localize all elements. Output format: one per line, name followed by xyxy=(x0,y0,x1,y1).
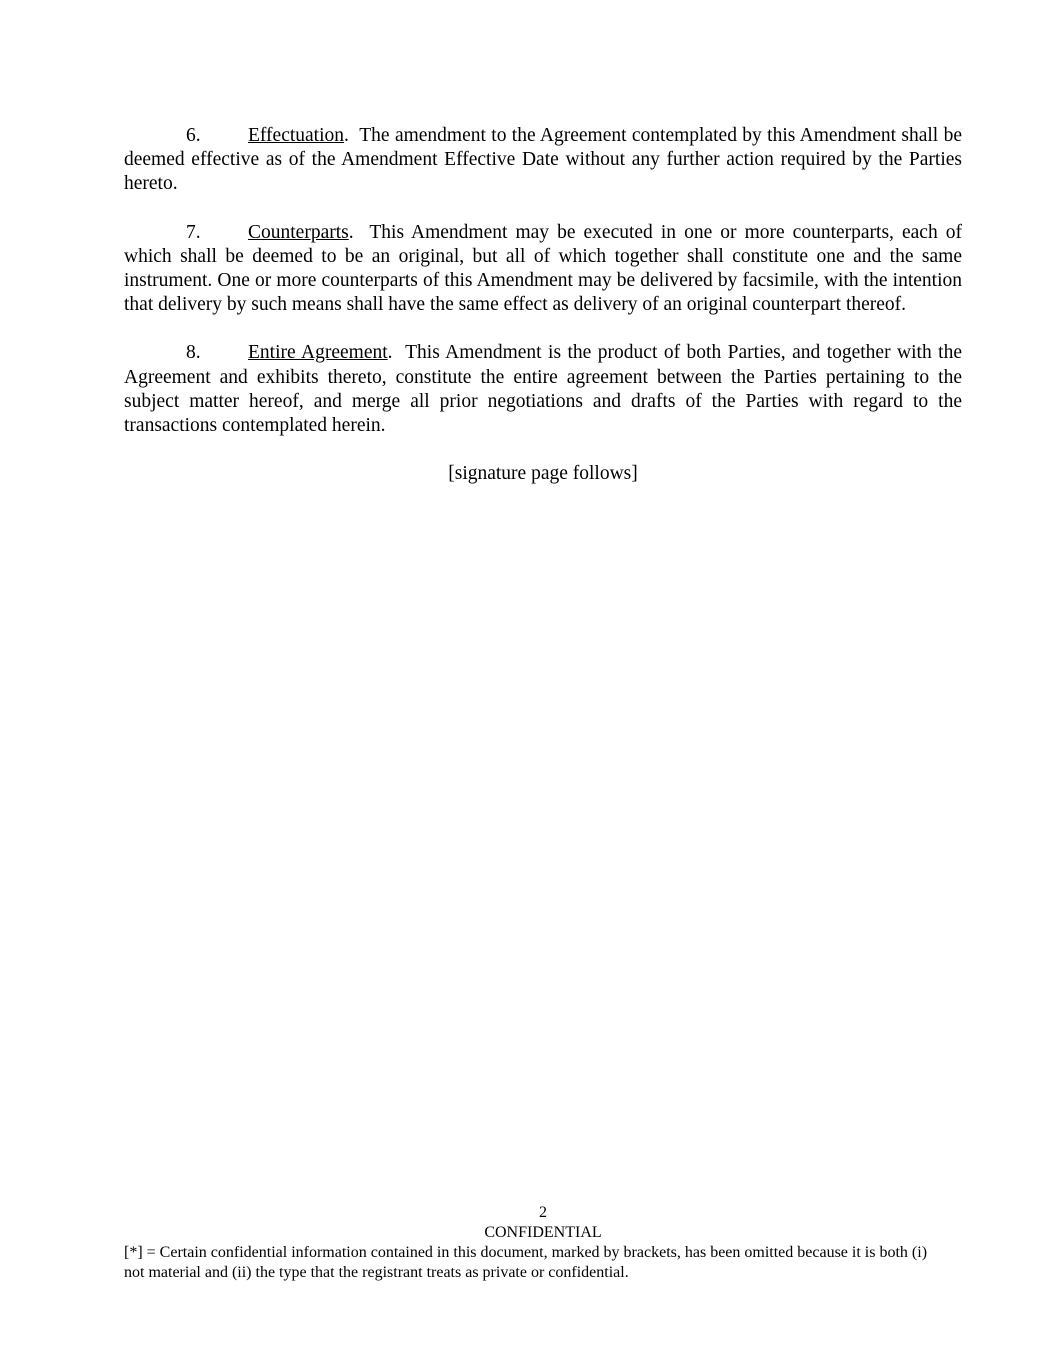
section-text: This Amendment is the product of both Parties, and together with the Agreement and exhibits thereto, constitute the entire agreement between the Parties pertaining to the subject matter hereof, and merge all prior negotiations and drafts of the Parties with regard to the transactions contemplated herein. xyxy=(124,342,962,437)
section-6: 6. Effectuation. The amendment to the Agreement contemplated by this Amendment shall be deemed effective as of the Amendment Effective Date without any further action required by the Parties hereto. xyxy=(124,125,962,195)
confidential-label: CONFIDENTIAL xyxy=(484,1224,602,1241)
confidentiality-footnote: [*] = Certain confidential information contained in this document, marked by brackets, has been omitted because it is both (i) not material and (ii) the type that the registrant treats as private or confidential. xyxy=(124,1244,928,1281)
section-heading: Counterparts xyxy=(248,221,349,243)
document-body xyxy=(124,124,962,486)
signature-note: [signature page follows] xyxy=(448,463,638,485)
section-8: 8. Entire Agreement. This Amendment is the product of both Parties, and together with the Agreement and exhibits thereto, constitute the entire agreement between the Parties pertaining to the subject matter hereof, and merge all prior negotiations and drafts of the Parties with regard to the transactions contemplated herein. xyxy=(124,342,962,437)
section-7: 7. Counterparts. This Amendment may be executed in one or more counterparts, each of which shall be deemed to be an original, but all of which together shall constitute one and the same instrument. One or more counterparts of this Amendment may be delivered by facsimile, with the intention that delivery by such means shall have the same effect as delivery of an original counterpart thereof. xyxy=(124,221,962,316)
section-heading: Effectuation xyxy=(248,125,345,146)
section-number: 6. xyxy=(186,125,201,146)
section-number: 8. xyxy=(186,342,201,364)
page-footer xyxy=(124,1203,962,1283)
section-heading: Entire Agreement xyxy=(248,342,388,364)
page-number: 2 xyxy=(539,1204,547,1221)
section-number: 7. xyxy=(186,221,201,243)
section-text: The amendment to the Agreement contemplated by this Amendment shall be deemed effective as of the Amendment Effective Date without any further action required by the Parties hereto. xyxy=(124,125,962,195)
section-text: This Amendment may be executed in one or more counterparts, each of which shall be deemed to be an original, but all of which together shall constitute one and the same instrument. One or more counterparts of this Amendment may be delivered by facsimile, with the intention that delivery by such means shall have the same effect as delivery of an original counterpart thereof. xyxy=(124,221,962,316)
